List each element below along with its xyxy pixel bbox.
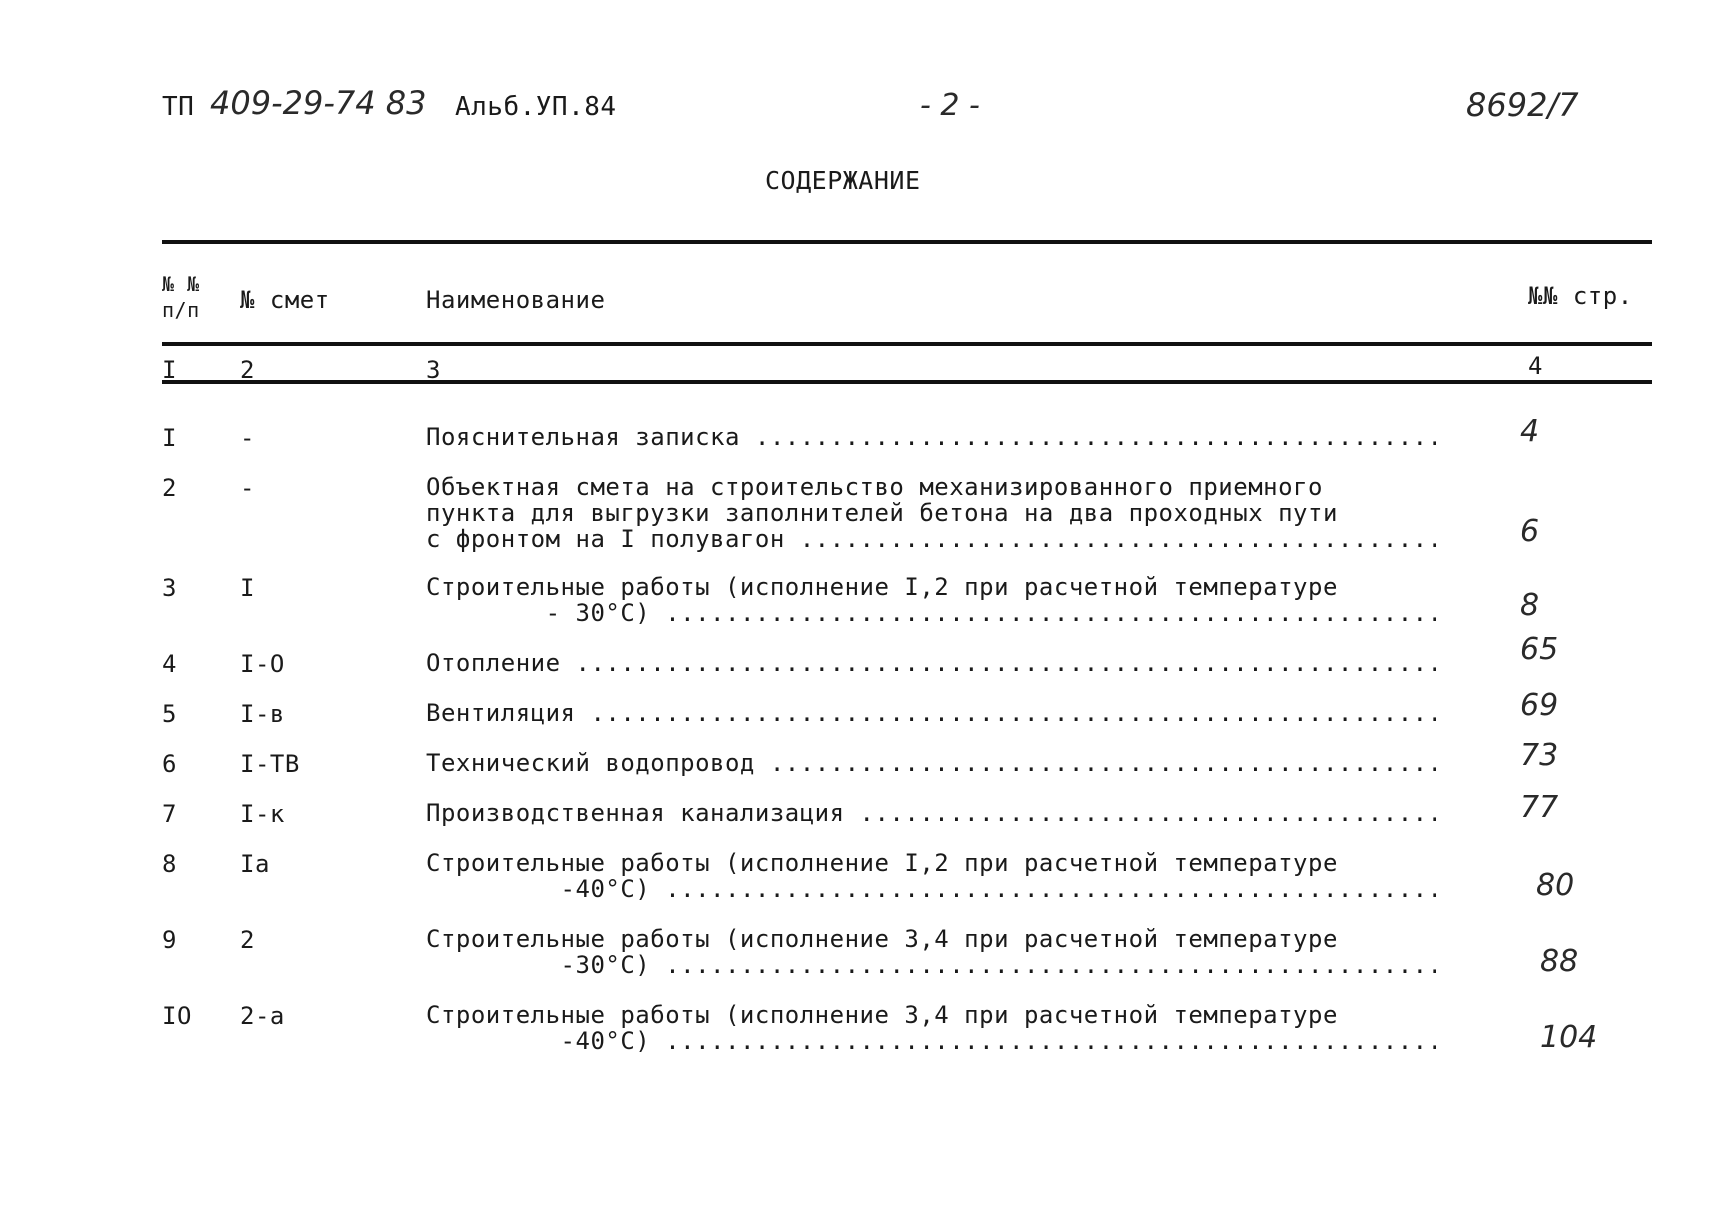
row-estimate-code: 2-а — [240, 1002, 285, 1030]
row-number: 3 — [162, 574, 177, 602]
row-number: 8 — [162, 850, 177, 878]
row-title — [426, 574, 1436, 626]
row-number: 9 — [162, 926, 177, 954]
row-page-number: 8 — [1520, 588, 1540, 623]
row-number: 5 — [162, 700, 177, 728]
row-estimate-code: I — [240, 574, 255, 602]
album-number: Альб.УП.84 — [455, 92, 617, 122]
row-number: I — [162, 424, 177, 452]
column-number-1: I — [162, 356, 177, 384]
row-estimate-code: - — [240, 474, 255, 502]
row-title-line: Объектная смета на строительство механизированного приемного — [426, 474, 1323, 500]
row-title-line: Производственная канализация ..... — [426, 800, 1436, 826]
designation-handwritten: 409-29-74 83 — [210, 84, 427, 122]
row-title-line: -40°C) ..... — [426, 876, 1436, 902]
page-number: - 2 - — [920, 88, 980, 123]
row-title — [426, 926, 1436, 978]
row-title-line: Строительные работы (исполнение 3,4 при расчетной температуре — [426, 926, 1338, 952]
row-estimate-code: I-к — [240, 800, 285, 828]
designation-printed: ТП — [162, 92, 195, 122]
column-numbers-rule — [162, 380, 1652, 384]
row-estimate-code: I-в — [240, 700, 285, 728]
header-num-line1: № № — [162, 272, 200, 296]
row-page-number: 80 — [1536, 868, 1575, 903]
row-title-line: Строительные работы (исполнение 3,4 при расчетной температуре — [426, 1002, 1338, 1028]
row-estimate-code: - — [240, 424, 255, 452]
row-title-line: Пояснительная записка ..... — [426, 424, 1436, 450]
row-number: 4 — [162, 650, 177, 678]
row-title-line: пункта для выгрузки заполнителей бетона на два проходных пути — [426, 500, 1338, 526]
column-number-4: 4 — [1528, 352, 1543, 380]
page-title: СОДЕРЖАНИЕ — [765, 166, 921, 195]
row-page-number: 6 — [1520, 514, 1540, 549]
row-title — [426, 424, 1436, 450]
row-title-line: Строительные работы (исполнение I,2 при расчетной температуре — [426, 850, 1338, 876]
row-estimate-code: 2 — [240, 926, 255, 954]
header-estimate-number: № смет — [240, 286, 330, 314]
row-page-number: 73 — [1520, 738, 1559, 773]
row-title-line: Технический водопровод ..... — [426, 750, 1436, 776]
row-title-line: -40°C) ..... — [426, 1028, 1436, 1054]
header-name: Наименование — [426, 286, 606, 314]
header-pages: №№ стр. — [1528, 282, 1633, 310]
row-page-number: 65 — [1520, 632, 1559, 667]
column-number-3: 3 — [426, 356, 441, 384]
row-page-number: 69 — [1520, 688, 1559, 723]
row-page-number: 104 — [1540, 1020, 1598, 1055]
row-title — [426, 474, 1436, 552]
row-title — [426, 650, 1436, 676]
table-top-rule — [162, 240, 1652, 244]
row-title — [426, 750, 1436, 776]
row-title — [426, 1002, 1436, 1054]
row-title-line: с фронтом на I полувагон ..... — [426, 526, 1436, 552]
row-title-line: -30°C) ..... — [426, 952, 1436, 978]
header-bottom-rule — [162, 342, 1652, 346]
document-code: 8692/7 — [1466, 86, 1579, 124]
row-title-line: Вентиляция ..... — [426, 700, 1436, 726]
header-num-line2: п/п — [162, 298, 200, 322]
row-title — [426, 700, 1436, 726]
row-page-number: 77 — [1520, 790, 1559, 825]
row-number: IO — [162, 1002, 192, 1030]
row-title-line: - 30°C) ..... — [426, 600, 1436, 626]
row-number: 7 — [162, 800, 177, 828]
row-number: 6 — [162, 750, 177, 778]
row-estimate-code: Iа — [240, 850, 270, 878]
row-estimate-code: I-О — [240, 650, 285, 678]
row-title-line: Строительные работы (исполнение I,2 при расчетной температуре — [426, 574, 1338, 600]
row-title — [426, 850, 1436, 902]
row-number: 2 — [162, 474, 177, 502]
row-page-number: 88 — [1540, 944, 1579, 979]
row-estimate-code: I-ТВ — [240, 750, 300, 778]
row-page-number: 4 — [1520, 414, 1540, 449]
row-title-line: Отопление ..... — [426, 650, 1436, 676]
row-title — [426, 800, 1436, 826]
column-number-2: 2 — [240, 356, 255, 384]
